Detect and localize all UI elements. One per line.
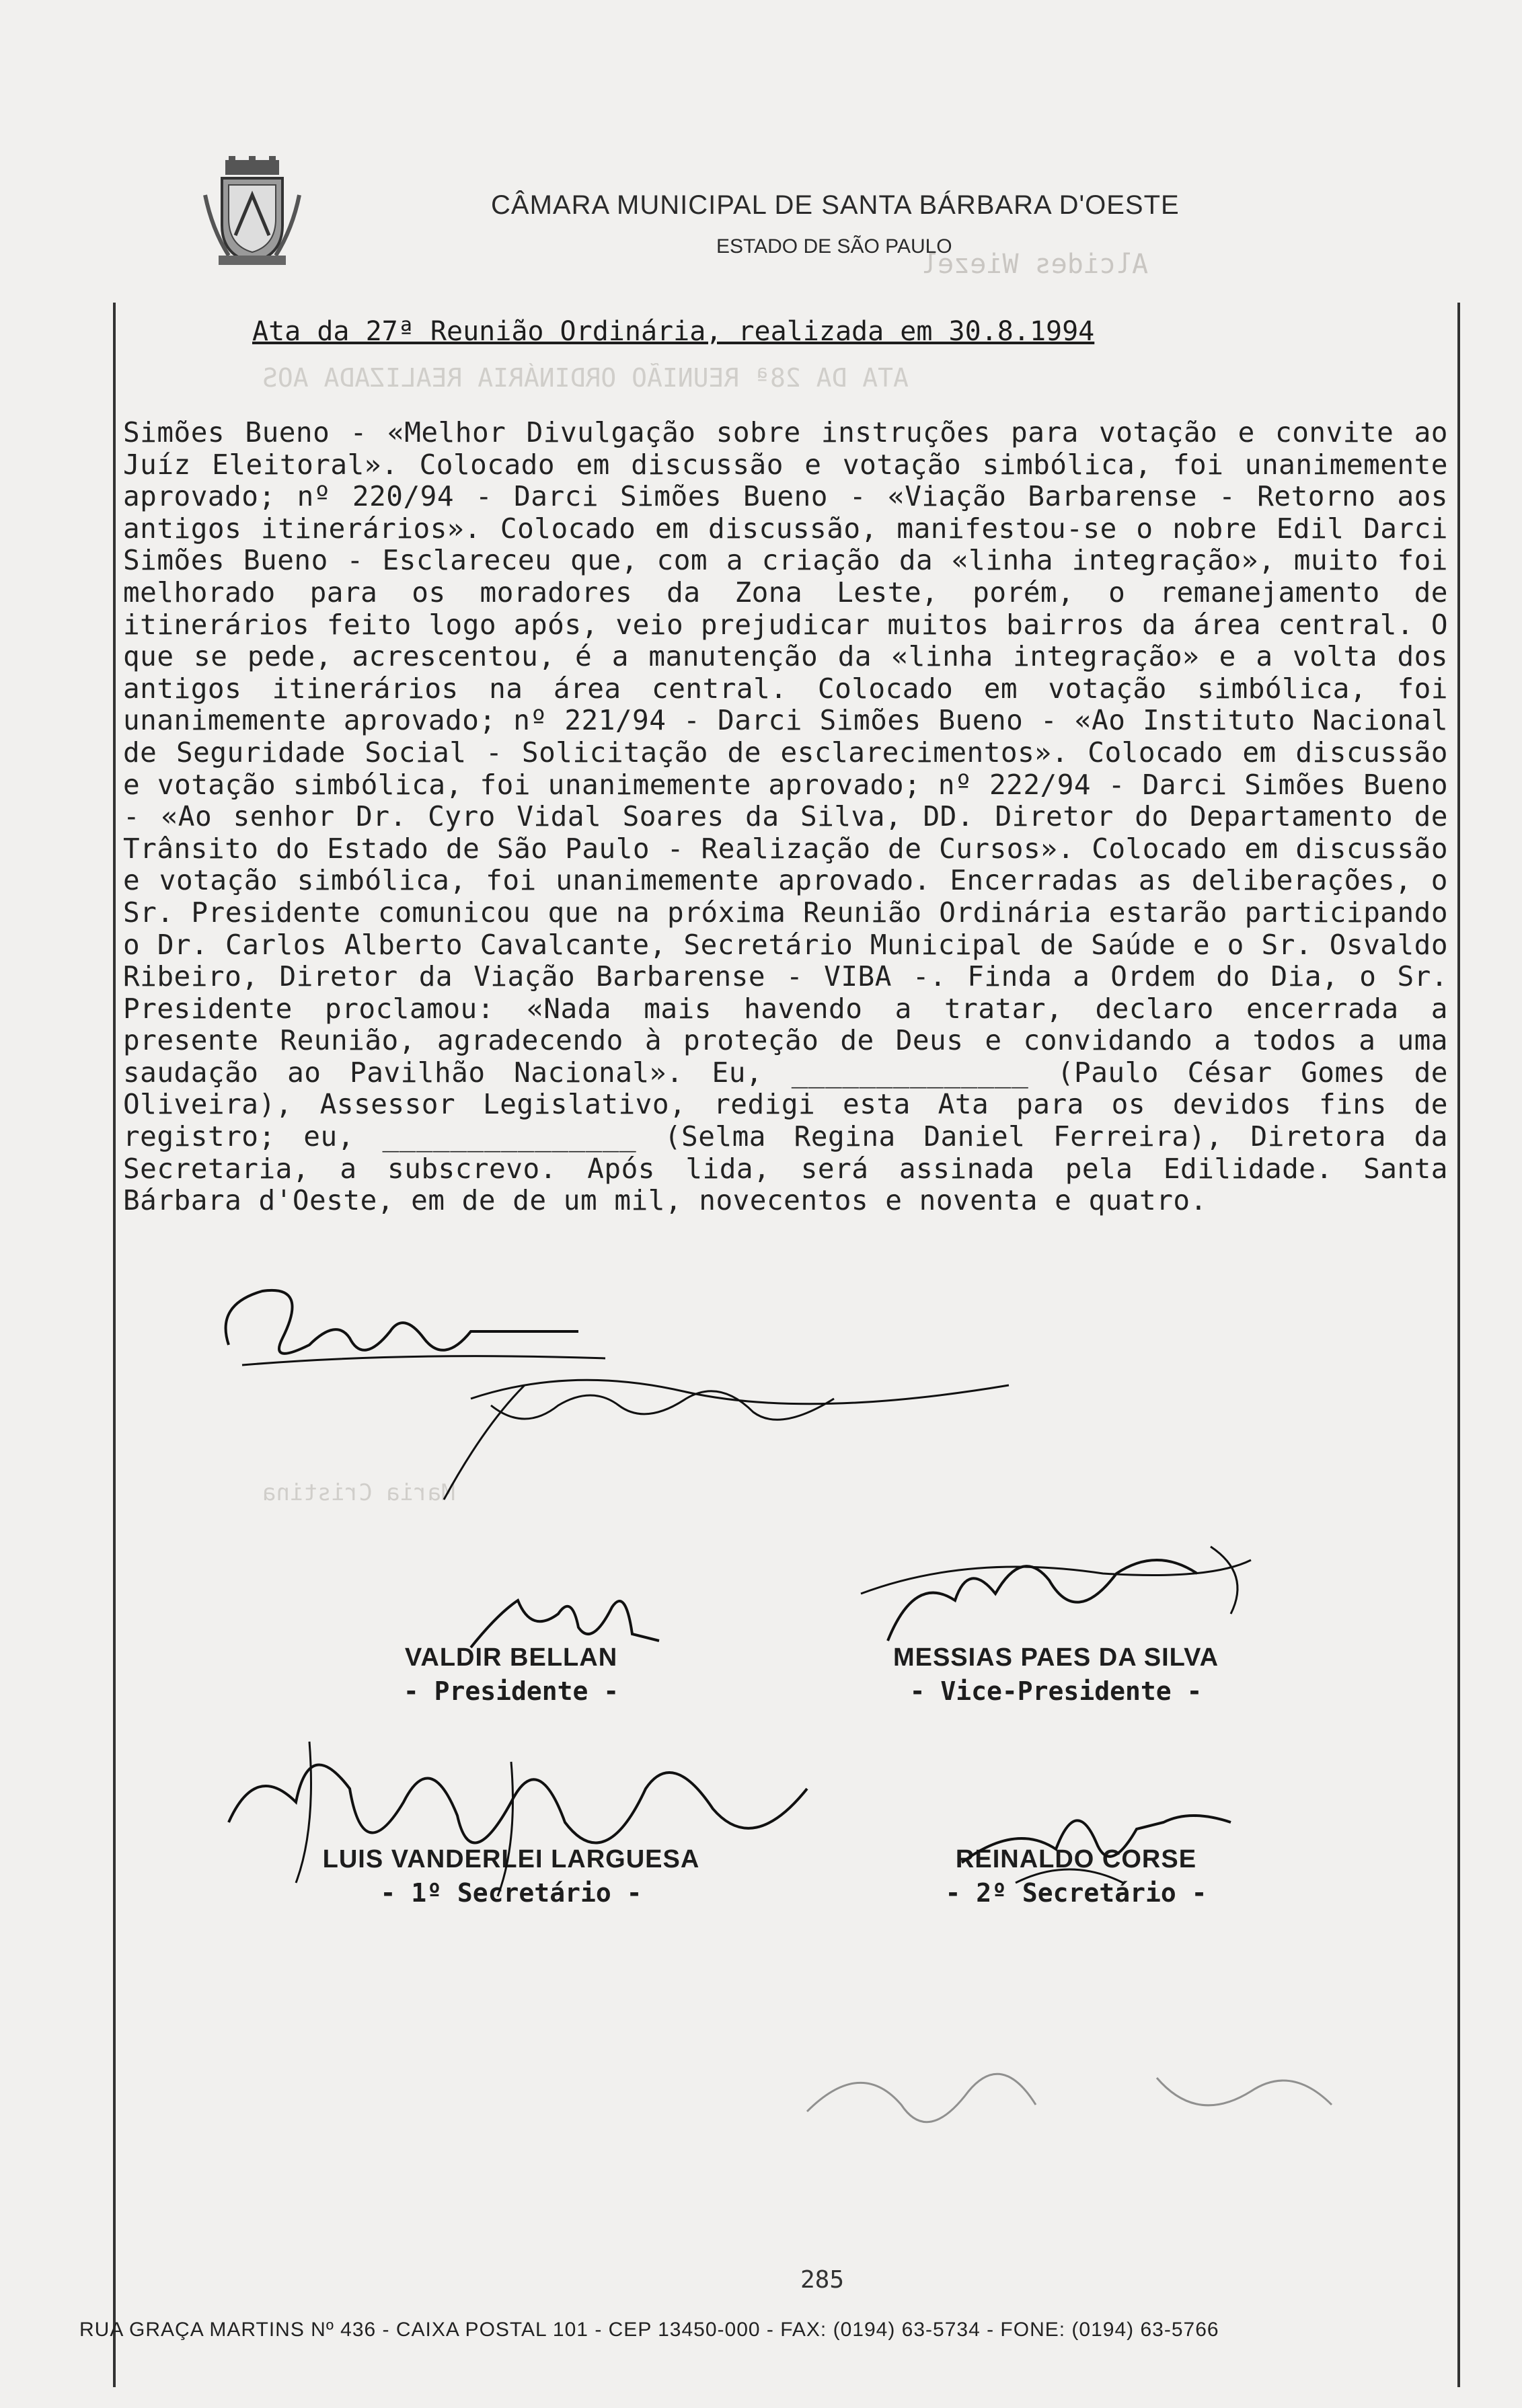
minutes-body: Simões Bueno - «Melhor Divulgação sobre instruções para votação e convite ao Juíz Eleitoral». Colocado em discussão e votação simbólica, foi unanimemente aprovado; nº 220/94 - Darci Simões Bueno - «Viação Barbarense - Retorno aos antigos itinerários». Colocado em discussão, manifestou-se o nobre Edil Darci Simões Bueno - Esclareceu que, com a criação da «linha integração», muito foi melhorado para os moradores da Zona Leste, porém, o remanejamento de itinerários feito logo após, veio prejudicar muitos bairros da área central. O que se pede, acrescentou, é a manutenção da «linha integração» e a volta dos antigos itinerários na área central. Colocado em votação simbólica, foi unanimemente aprovado; nº 221/94 - Darci Simões Bueno - «Ao Instituto Nacional de Seguridade Social - Solicitação de esclarecimentos». Colocado em discussão e votação simbólica, foi unanimemente aprovado; nº 222/94 - Darci Simões Bueno - «Ao senhor Dr. Cyro Vidal Soares da Silva, DD. Diretor do Departamento de Trânsito do Estado de São Paulo - Realização de Cursos». Colocado em discussão e votação simbólica, foi unanimemente aprovado. Encerradas as deliberações, o Sr. Presidente comunicou que na próxima Reunião Ordinária estarão participando o Dr. Carlos Alberto Cavalcante, Secretário Municipal de Saúde e o Sr. Osvaldo Ribeiro, Diretor da Viação Barbarense - VIBA -. Finda a Ordem do Dia, o Sr. Presidente proclamou: «Nada mais havendo a tratar, declaro encerrada a presente Reunião, agradecendo à proteção de Deus e convidando a todos a uma saudação ao Pavilhão Nacional». Eu, ______________ (Paulo César Gomes de Oliveira), Assessor Legislativo, redigi esta Ata para os devidos fins de registro; eu, _______________ (Selma Regina Daniel Ferreira), Diretora da Secretaria, a subscrevo. Após lida, será assinada pela Edilidade. Santa Bárbara d'Oeste, em de de um mil, novecentos e noventa e quatro. (123, 416, 1448, 1217)
signature-valdir (457, 1574, 673, 1661)
chamber-name: CÂMARA MUNICIPAL DE SANTA BÁRBARA D'OESTE (491, 190, 1180, 220)
signatory-role: - 1º Secretário - (380, 1878, 642, 1908)
signature-luis (202, 1721, 861, 1910)
bleed-through-signature (780, 2031, 1352, 2152)
signatory-role: - 2º Secretário - (945, 1878, 1207, 1908)
signature-selma (404, 1358, 1042, 1513)
signature-messias (834, 1533, 1278, 1654)
minutes-title: Ata da 27ª Reunião Ordinária, realizada em 30.8.1994 (252, 316, 1095, 347)
page-number: 285 (800, 2266, 845, 2294)
signatory-name: VALDIR BELLAN (404, 1643, 618, 1672)
signatory-name: LUIS VANDERLEI LARGUESA (322, 1845, 700, 1873)
state-name: ESTADO DE SÃO PAULO (716, 235, 952, 258)
bleed-through-text: Alcides Wiezel (921, 249, 1149, 280)
address-footer: RUA GRAÇA MARTINS Nº 436 - CAIXA POSTAL 101 - CEP 13450-000 - FAX: (0194) 63-5734 - FONE: (0194) 63-5766 (79, 2319, 1219, 2341)
signature-reinaldo (935, 1782, 1271, 1903)
bleed-through-text: ATA DA 28ª REUNIÃO ORDINÁRIA REALIZADA AOS (262, 363, 909, 393)
municipal-coat-of-arms (202, 155, 303, 269)
signatory-role: - Vice-Presidente - (909, 1676, 1203, 1706)
signatory-name: REINALDO CORSE (955, 1845, 1197, 1873)
bleed-through-text: Maria Cristina (262, 1479, 455, 1506)
signatory-name: MESSIAS PAES DA SILVA (892, 1643, 1219, 1672)
signatory-role: - Presidente - (403, 1676, 619, 1706)
